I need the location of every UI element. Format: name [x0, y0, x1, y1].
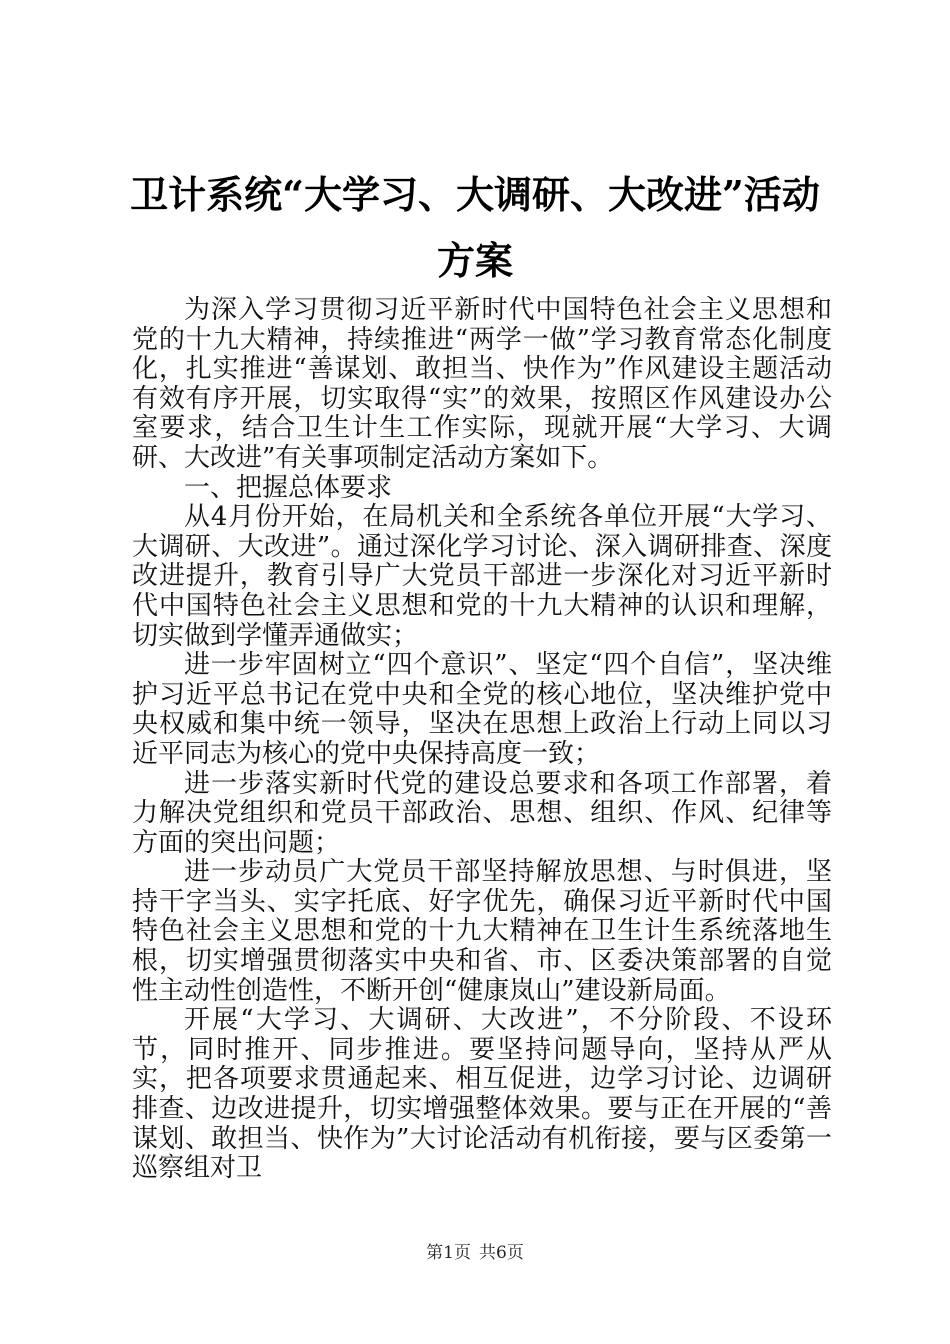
- page-number: 第1页: [426, 1243, 471, 1263]
- page-footer: [0, 1238, 950, 1263]
- section-heading-1: 一、把握总体要求: [184, 472, 393, 503]
- paragraph-1: 从4月份开始，在局机关和全系统各单位开展“大学习、大调研、大改进”。通过深化学习讨论、深入调研排查、深度改进提升，教育引导广大党员干部进一步深化对习近平新时代中国特色社会主义思想和党的十九大精神的认识和理解，切实做到学懂弄通做实；: [132, 502, 832, 651]
- paragraph-3: 进一步落实新时代党的建设总要求和各项工作部署，着力解决党组织和党员干部政治、思想、组织、作风、纪律等方面的突出问题；: [132, 768, 832, 858]
- document-body: [132, 296, 832, 1184]
- page-total: 共6页: [479, 1243, 524, 1263]
- paragraph-5: 开展“大学习、大调研、大改进”，不分阶段、不设环节，同时推开、同步推进。要坚持问题导向，坚持从严从实，把各项要求贯通起来、相互促进，边学习讨论、边调研排查、边改进提升，切实增强整体效果。要与正在开展的“善谋划、敢担当、快作为”大讨论活动有机衔接，要与区委第一巡察组对卫: [132, 1005, 832, 1184]
- paragraph-intro: 为深入学习贯彻习近平新时代中国特色社会主义思想和党的十九大精神，持续推进“两学一做”学习教育常态化制度化，扎实推进“善谋划、敢担当、快作为”作风建设主题活动有效有序开展，切实取得“实”的效果，按照区作风建设办公室要求，结合卫生计生工作实际，现就开展“大学习、大调研、大改进”有关事项制定活动方案如下。: [132, 295, 832, 473]
- paragraph-4: 进一步动员广大党员干部坚持解放思想、与时俱进，坚持干字当头、实字托底、好字优先，确保习近平新时代中国特色社会主义思想和党的十九大精神在卫生计生系统落地生根，切实增强贯彻落实中央和省、市、区委决策部署的自觉性主动性创造性，不断开创“健康岚山”建设新局面。: [132, 857, 832, 1006]
- paragraph-2: 进一步牢固树立“四个意识”、坚定“四个自信”，坚决维护习近平总书记在党中央和全党的核心地位，坚决维护党中央权威和集中统一领导，坚决在思想上政治上行动上同以习近平同志为核心的党中央保持高度一致；: [132, 650, 832, 769]
- document-title: 卫计系统“大学习、大调研、大改进”活动方案: [130, 172, 820, 283]
